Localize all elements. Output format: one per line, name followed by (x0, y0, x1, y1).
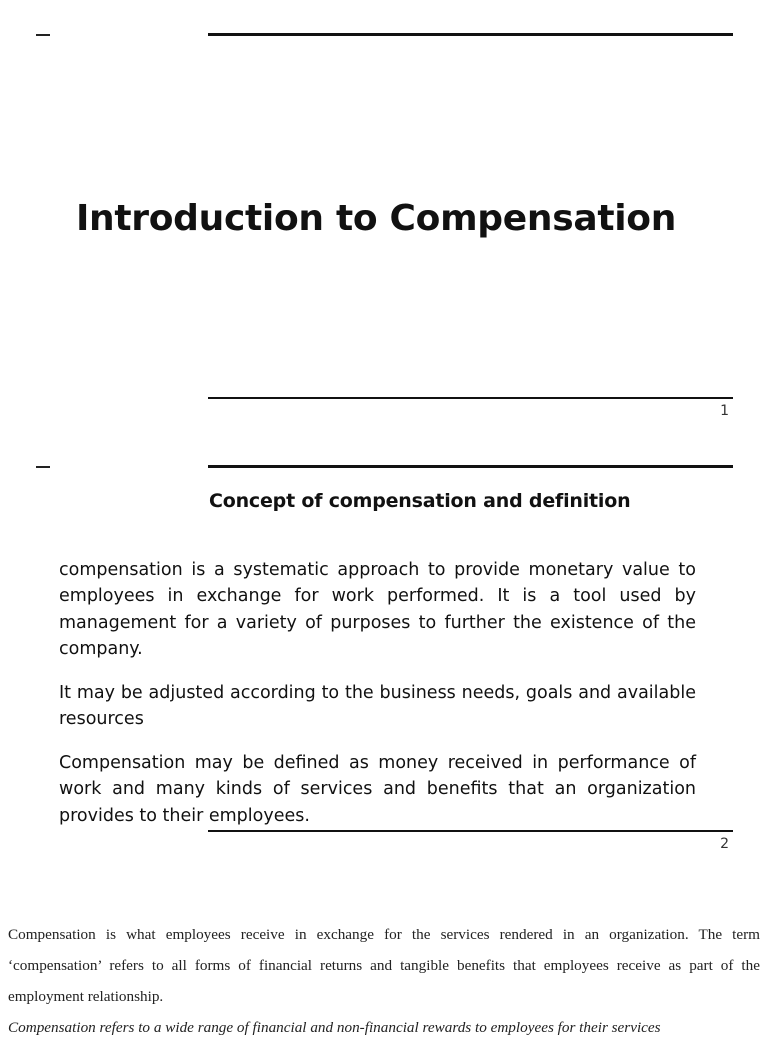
slide-2-paragraph-2: It may be adjusted according to the business needs, goals and available resources (59, 683, 696, 730)
slide-1-top-rule (208, 33, 733, 36)
slide-2-bottom-rule (208, 830, 733, 832)
document-paragraph: Compensation is what employees receive in exchange for the services rendered in an organization. The term ‘compensation’ refers to all forms of financial returns and tangible benefits that employees receive as part of the employment relationship. (8, 926, 760, 1005)
slide-1-title: Introduction to Compensation (75, 198, 677, 239)
slide-2-paragraph-3: Compensation may be defined as money received in performance of work and many kinds of services and benefits that an organization provides to their employees. (59, 753, 696, 826)
slide-2-paragraph-1: compensation is a systematic approach to provide monetary value to employees in exchange for work performed. It is a tool used by management for a variety of purposes to further the existence of the company. (59, 560, 696, 659)
slide-2-corner-mark (36, 466, 50, 468)
document-italic-line: Compensation refers to a wide range of financial and non-financial rewards to employees for their services (8, 1019, 661, 1036)
slide-2-page-number: 2 (720, 836, 729, 852)
slide-1-page-number: 1 (720, 403, 729, 419)
slide-2-heading: Concept of compensation and definition (209, 490, 631, 512)
slide-1-corner-mark (36, 34, 50, 36)
slide-2-top-rule (208, 465, 733, 468)
slide-1-bottom-rule (208, 397, 733, 399)
